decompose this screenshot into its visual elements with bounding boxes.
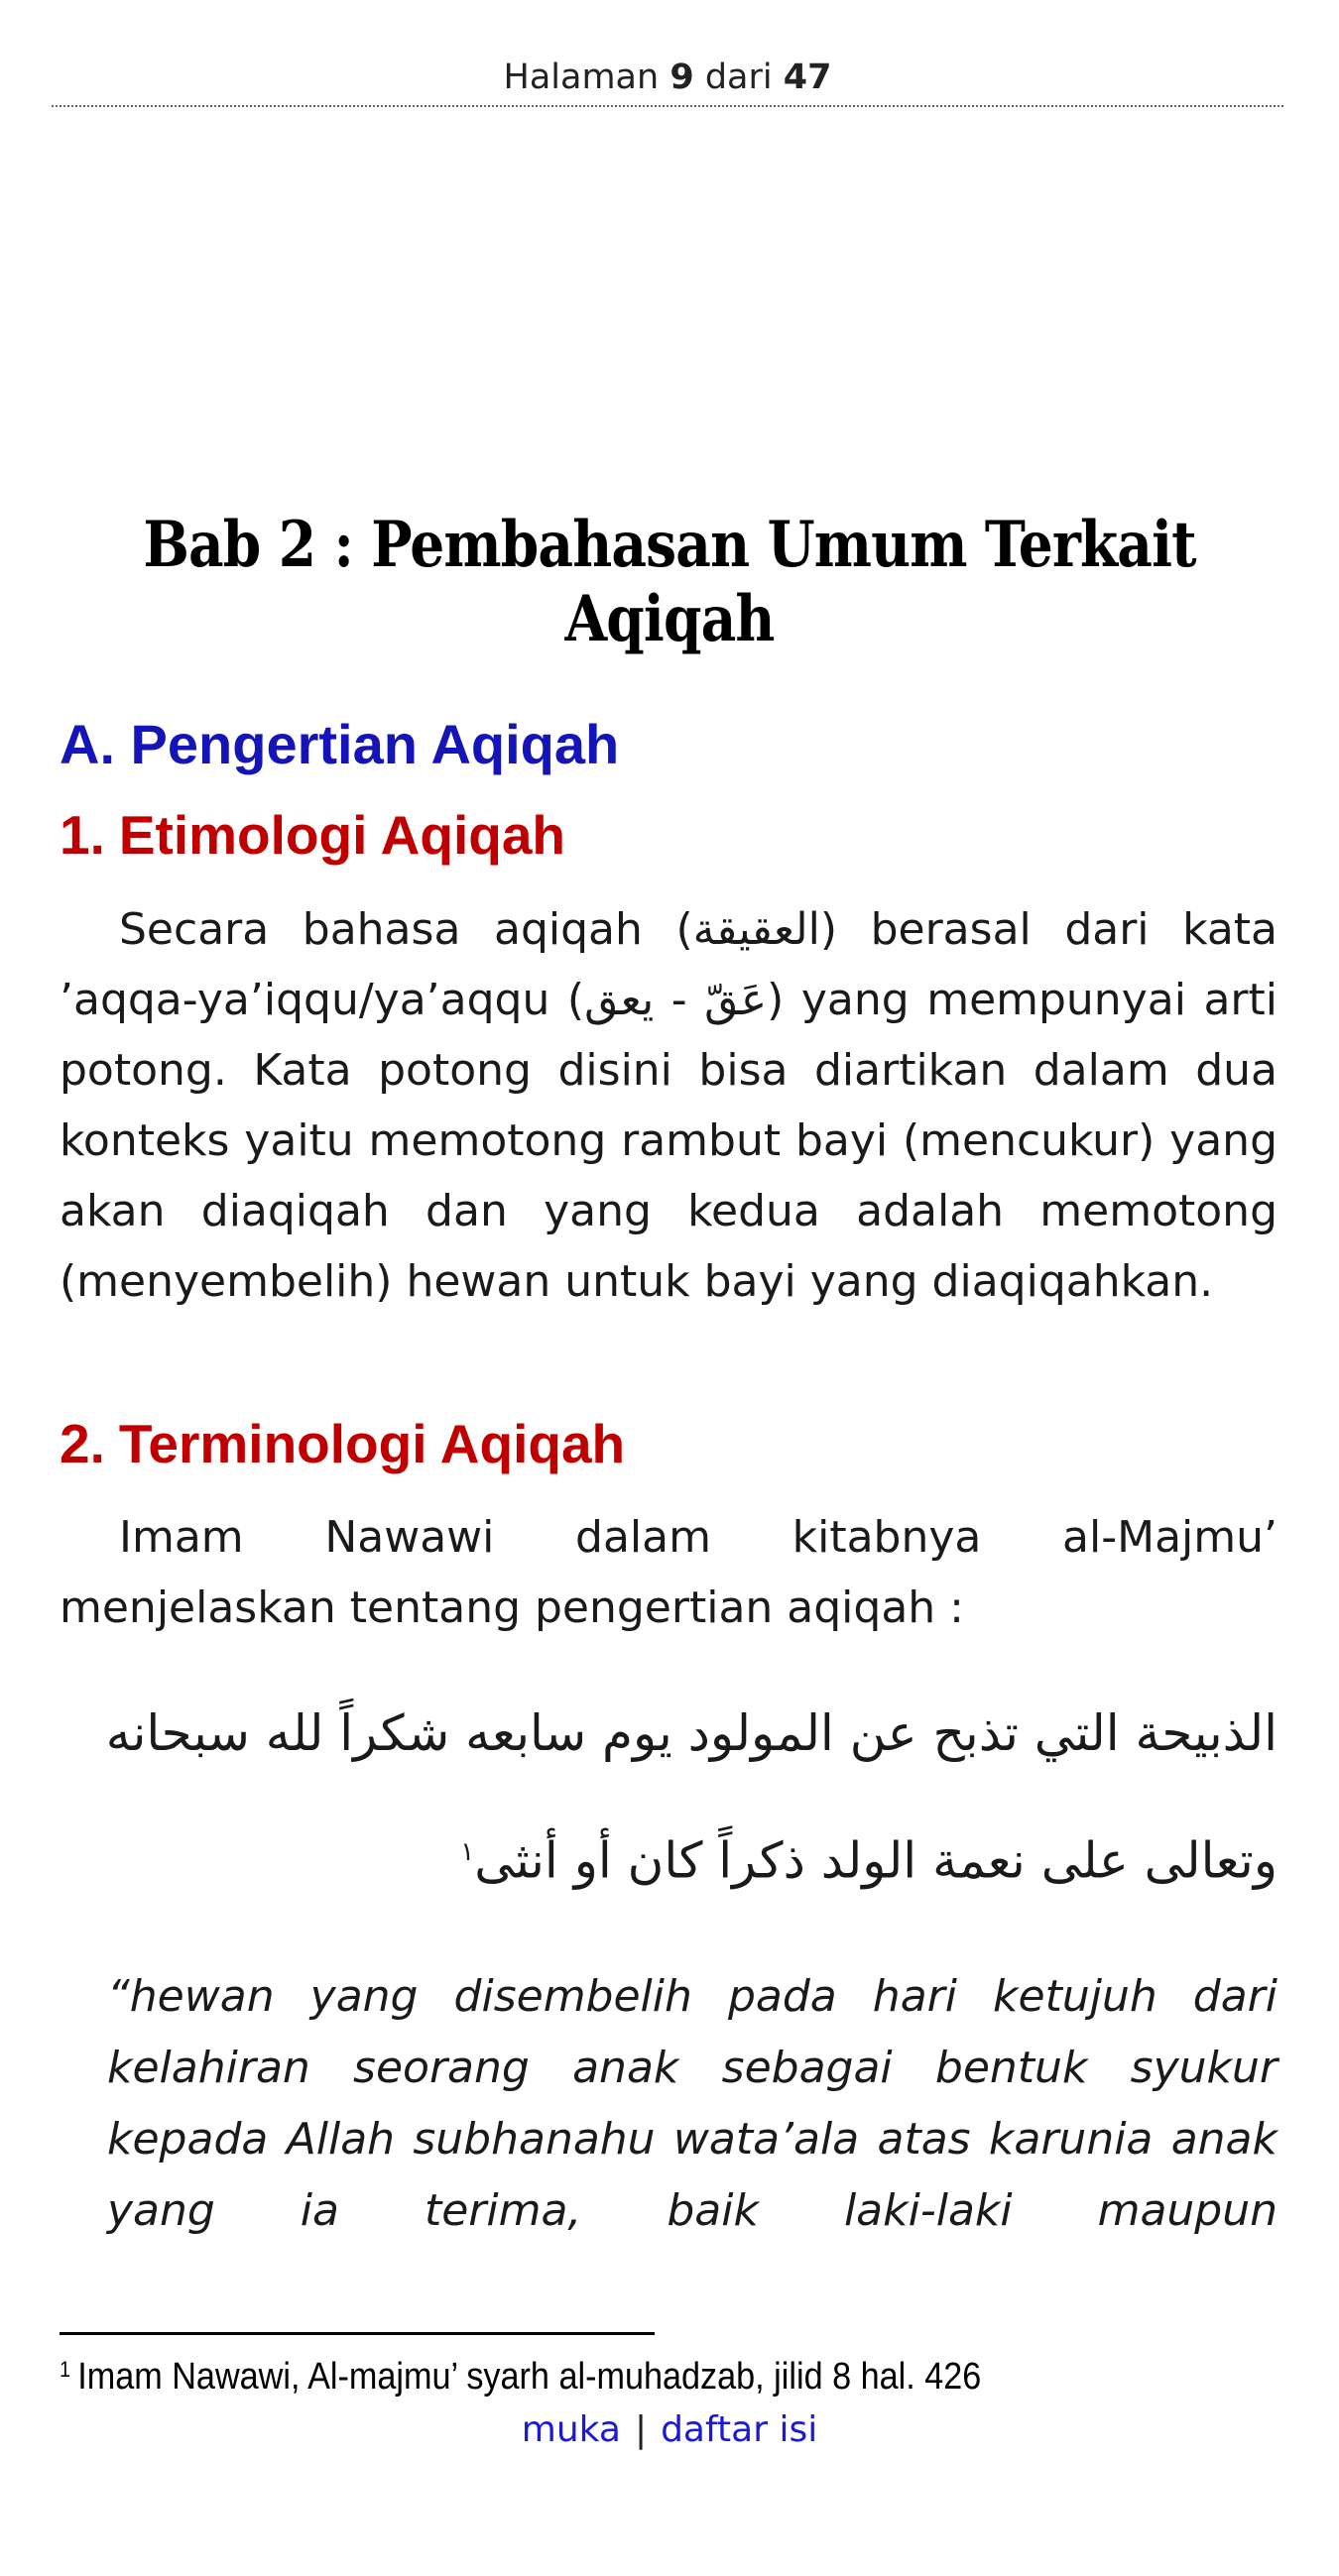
etimologi-paragraph: Secara bahasa aqiqah (العقيقة) berasal dari kata ’aqqa-ya’iqqu/ya’aqqu (عَقّ - يعق) yang mempunyai arti potong. Kata potong disini bisa diartikan dalam dua konteks yaitu memotong rambut bayi (mencukur) yang akan diaqiqah dan yang kedua adalah memotong (menyembelih) hewan untuk bayi yang diaqiqahkan. xyxy=(60,904,1278,1307)
terminologi-paragraph: Imam Nawawi dalam kitabnya al-Majmu’ menjelaskan tentang pengertian aqiqah : xyxy=(60,1512,1278,1633)
table-of-contents-link[interactable]: daftar isi xyxy=(661,2409,818,2450)
terminologi-number: 2. xyxy=(60,1413,105,1474)
chapter-title: Bab 2 : Pembahasan Umum Terkait Aqiqah xyxy=(143,508,1196,656)
total-pages-number: 47 xyxy=(783,58,832,97)
etimologi-heading xyxy=(60,803,565,867)
translation-quote: “hewan yang disembelih pada hari ketujuh dari kelahiran seorang anak sebagai bentuk syukur kepada Allah subhanahu wata’ala atas karunia anak yang ia terima, baik laki-laki maupun xyxy=(107,1971,1278,2236)
etimologi-number: 1. xyxy=(60,804,105,866)
page-header-prefix: Halaman xyxy=(503,58,660,97)
footnote-mark: 1 xyxy=(60,2357,71,2382)
home-link[interactable]: muka xyxy=(521,2409,621,2450)
page-header-mid: dari xyxy=(704,58,773,97)
arabic-definition-line-2-text: وتعالى على نعمة الولد ذكراً كان أو أنثى xyxy=(474,1831,1278,1890)
arabic-footnote-mark[interactable]: ١ xyxy=(460,1837,475,1867)
current-page-number: 9 xyxy=(670,58,694,97)
arabic-definition-line-2 xyxy=(60,1793,1278,1921)
footnote-divider xyxy=(60,2332,655,2335)
footnote-text: Imam Nawawi, Al-majmu’ syarh al-muhadzab, jilid 8 hal. 426 xyxy=(77,2356,982,2398)
terminologi-heading xyxy=(60,1412,625,1475)
page-header xyxy=(52,58,1283,107)
nav-separator: | xyxy=(634,2409,648,2450)
footnote xyxy=(60,2356,981,2399)
etimologi-title: Etimologi Aqiqah xyxy=(118,804,566,866)
terminologi-title: Terminologi Aqiqah xyxy=(118,1413,626,1474)
page-navigation xyxy=(0,2409,1339,2450)
section-heading-a: A. Pengertian Aqiqah xyxy=(60,713,620,775)
arabic-definition-line-1: الذبيحة التي تذبح عن المولود يوم سابعه شكراً لله سبحانه xyxy=(105,1704,1278,1762)
